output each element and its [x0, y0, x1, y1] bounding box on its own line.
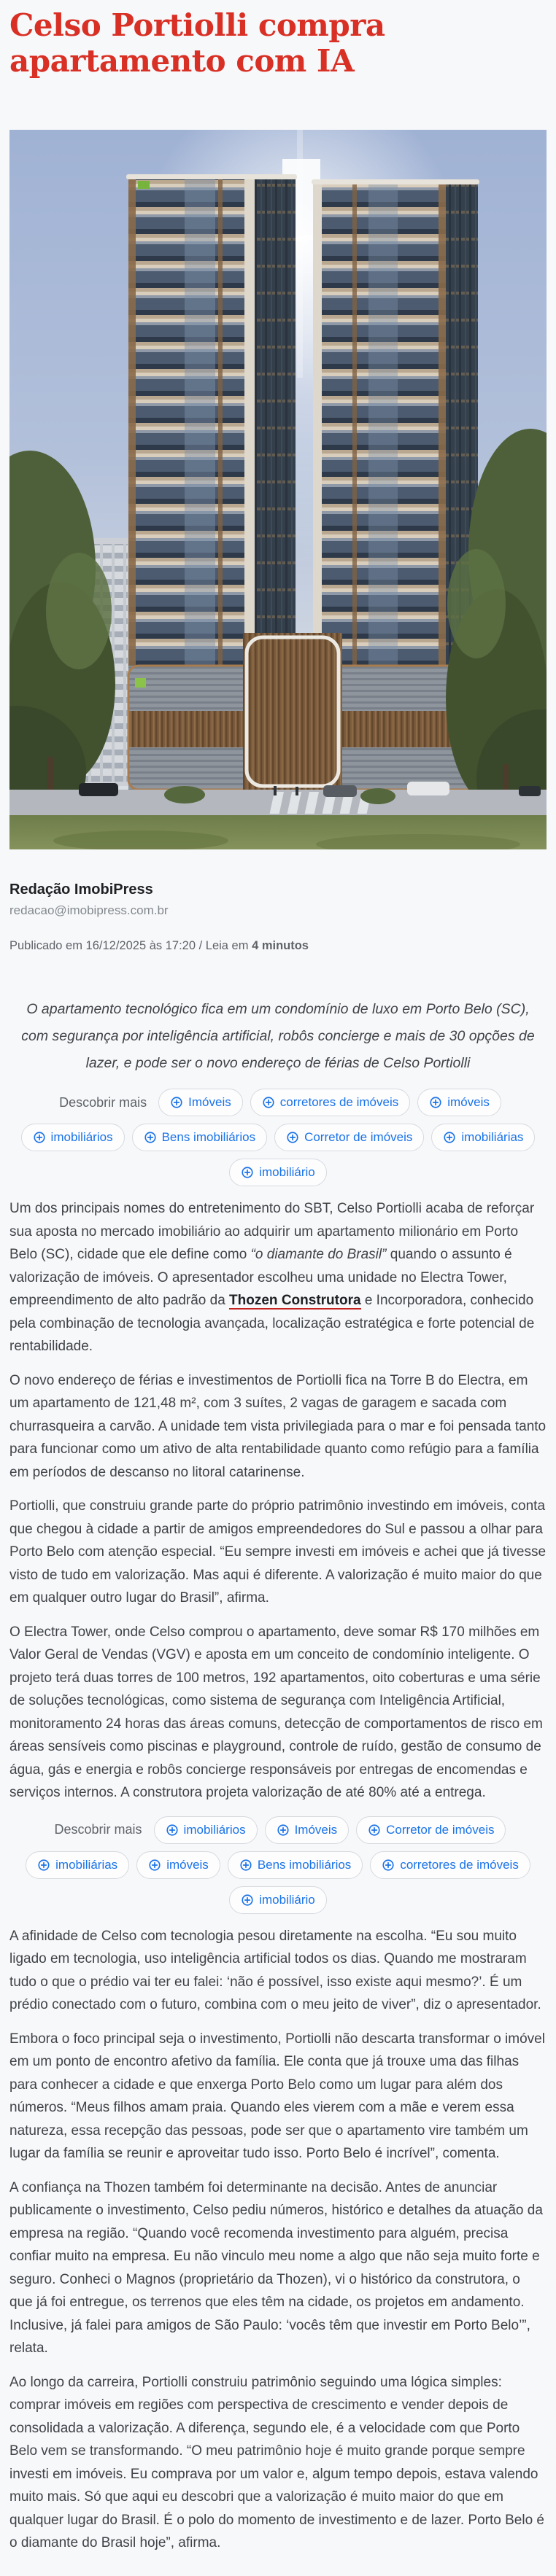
discover-icon [148, 1859, 161, 1872]
discover-tag-corretores-de-im-veis[interactable] [250, 1089, 411, 1116]
discover-tag-label: Imóveis [294, 1822, 338, 1837]
discover-tag-im-veis[interactable] [136, 1851, 220, 1879]
discover-tag-corretor-de-im-veis[interactable] [274, 1124, 424, 1151]
car [323, 785, 357, 797]
discover-tag-corretores-de-im-veis[interactable] [370, 1851, 530, 1879]
discover-icon [166, 1824, 179, 1837]
article-paragraph: Portiolli, que construiu grande parte do próprio patrimônio investindo em imóveis, conta que chegou à cidade a partir de amigos empreendedores do Sul e passou a olhar para Porto Belo com atenção especial. “Eu sempre investi em imóveis e achei que já tivesse visto de tudo em valorização. Mas aqui é diferente. A valorização é muito maior do que em qualquer outro lugar do Brasil”, afirma. [9, 1498, 547, 1606]
discover-tag-imobili-rias[interactable] [431, 1124, 535, 1151]
read-time: 4 minutos [252, 939, 309, 953]
discover-icon [262, 1096, 275, 1109]
discover-icon [443, 1131, 456, 1144]
published-line [9, 938, 547, 954]
page-title: Celso Portiolli compra apartamento com IA [9, 7, 385, 79]
podium-sign-green [135, 678, 146, 688]
discover-tag-bens-imobili-rios[interactable] [228, 1851, 363, 1879]
discover-tag-imobili-rias[interactable] [26, 1851, 129, 1879]
discover-tag-imobili-rio[interactable] [229, 1886, 327, 1914]
discover-more-section [9, 1089, 547, 1186]
discover-tag-label: Imóveis [188, 1095, 231, 1110]
article-paragraph: Embora o foco principal seja o investimento, Portiolli não descarta transformar o imóvel em um ponto de encontro afetivo da família. Ele conta que já trouxe uma das filhas para conhecer a cidade e que enxerga Porto Belo como um lugar para além dos números. “Meus filhos amam praia. Quando eles vierem com a mãe e verem essa natureza, essa recepção das pessoas, pode ser que o apartamento vire também um lugar da família se reunir e aproveitar tudo isso. Porto Belo é incrível”, comenta. [9, 2031, 545, 2162]
car [79, 783, 118, 796]
discover-tag-label: imobiliárias [461, 1130, 524, 1145]
article-paragraph: A afinidade de Celso com tecnologia pesou diretamente na escolha. “Eu sou muito ligado em tecnologia, uso inteligência artificial todos os dias. Quando me mostraram tudo o que o prédio vai ter eu falei: ‘não é possível, isso existe aqui mesmo?’. É um prédio conectado com o futuro, combina com o meu jeito de viver”, diz o apresentador. [9, 1928, 541, 2013]
discover-icon [382, 1859, 395, 1872]
discover-icon [368, 1824, 381, 1837]
discover-more-label: Descobrir mais [54, 1822, 142, 1837]
discover-icon [277, 1824, 290, 1837]
thozen-construtora-link[interactable]: Thozen Construtora [229, 1293, 361, 1309]
electra-tower-illustration [9, 130, 547, 849]
author-name: Redação ImobiPress [9, 882, 153, 898]
discover-icon [239, 1859, 252, 1872]
tower-sign-green [138, 181, 150, 189]
discover-icon [241, 1894, 254, 1907]
discover-tag-label: Corretor de imóveis [386, 1822, 495, 1837]
discover-tag-im-veis[interactable] [158, 1089, 243, 1116]
discover-tag-label: imobiliários [183, 1822, 246, 1837]
article-body [9, 996, 547, 2555]
article-paragraph: Um dos principais nomes do entretenimento do SBT, Celso Portiolli acaba de reforçar sua aposta no mercado imobiliário ao adquirir um apartamento milionário em Porto Belo (SC), cidade que ele define como “o diamante do Brasil” quando o assunto é valorização de imóveis. O apresentador escolheu uma unidade no Electra Tower, empreendimento de alto padrão da Thozen Construtora e Incorporadora, conhecido pela combinação de tecnologia avançada, localização estratégica e forte potencial de rentabilidade. [9, 1201, 535, 1355]
discover-tag-im-veis[interactable] [417, 1089, 501, 1116]
discover-more-label: Descobrir mais [59, 1094, 147, 1110]
car [407, 782, 449, 795]
discover-tag-label: imobiliário [259, 1165, 315, 1180]
discover-more-section [9, 1816, 547, 1914]
discover-tag-imobili-rios[interactable] [154, 1816, 258, 1844]
discover-tag-label: corretores de imóveis [400, 1857, 519, 1872]
discover-tag-label: Bens imobiliários [257, 1857, 352, 1872]
discover-icon [429, 1096, 442, 1109]
discover-tag-imobili-rio[interactable] [229, 1159, 327, 1186]
car [519, 786, 541, 796]
discover-tag-corretor-de-im-veis[interactable] [356, 1816, 506, 1844]
article-paragraph: Ao longo da carreira, Portiolli construiu patrimônio seguindo uma lógica simples: comprar imóveis em regiões com perspectiva de crescimento e vender depois de consolidada a valorização. A diferença, segundo ele, é a velocidade com que Porto Belo vem se transformando. “O meu patrimônio hoje é muito grande porque sempre investi em imóveis. Eu comprava por um valor e, algum tempo depois, estava valendo muito mais. Só que aqui eu descobri que a valorização é muito maior do que em qualquer lugar do Brasil. É o polo do momento de investimento e de lazer. Porto Belo é o diamante do Brasil hoje”, afirma. [9, 2374, 544, 2551]
lead-paragraph: O apartamento tecnológico fica em um condomínio de luxo em Porto Belo (SC), com segurança por inteligência artificial, robôs concierge e mais de 30 opções de lazer, e pode ser o novo endereço de férias de Celso Portiolli [21, 1001, 535, 1072]
article-paragraph: O Electra Tower, onde Celso comprou o apartamento, deve somar R$ 170 milhões em Valor Geral de Vendas (VGV) e aposta em um conceito de condomínio inteligente. O projeto terá duas torres de 100 metros, 192 apartamentos, oito coberturas e uma série de soluções tecnológicas, como sistema de segurança com Inteligência Artificial, monitoramento 24 horas das áreas comuns, detecção de comportamentos de risco em áreas sensíveis como piscinas e playground, controle de ruído, gestão de consumo de água, gás e energia e robôs concierge responsáveis por entregas de encomendas e serviços internos. A construtora projeta valorização de até 80% até a entrega. [9, 1624, 543, 1801]
discover-icon [286, 1131, 299, 1144]
discover-icon [170, 1096, 183, 1109]
discover-icon [33, 1131, 46, 1144]
discover-tag-label: imóveis [447, 1095, 490, 1110]
street-level [9, 782, 547, 849]
discover-tag-label: Corretor de imóveis [304, 1130, 413, 1145]
discover-tag-label: imóveis [166, 1857, 209, 1872]
discover-tag-bens-imobili-rios[interactable] [132, 1124, 268, 1151]
article-paragraph: O novo endereço de férias e investimentos de Portiolli fica na Torre B do Electra, em um apartamento de 121,48 m², com 3 suítes, 2 vagas de garagem e sacada com churrasqueira a carvão. A unidade tem vista privilegiada para o mar e foi pensada tanto para funcionar como um ativo de alta rentabilidade quanto como refúgio para a família em períodos de descanso no litoral catarinense. [9, 1372, 547, 1480]
discover-tag-imobili-rios[interactable] [21, 1124, 125, 1151]
discover-icon [37, 1859, 50, 1872]
article-hero-image [9, 130, 547, 849]
discover-tag-im-veis[interactable] [265, 1816, 350, 1844]
discover-tag-label: imobiliárias [55, 1857, 118, 1872]
discover-tag-label: corretores de imóveis [279, 1095, 399, 1110]
discover-tag-label: imobiliários [50, 1130, 113, 1145]
discover-icon [144, 1131, 157, 1144]
article-paragraph: A confiança na Thozen também foi determinante na decisão. Antes de anunciar publicamente o investimento, Celso pediu números, histórico e detalhes da atuação da empresa na região. “Quando você recomenda investimento para alguém, precisa confiar muito na empresa. Eu não vinculo meu nome a algo que não seja muito forte e seguro. Conheci o Magnos (proprietário da Thozen), vi o histórico da construtora, o que já foi entregue, os terrenos que eles têm na cidade, os projetos em andamento. Inclusive, já falei para amigos de São Paulo: ‘vocês têm que investir em Porto Belo’”, relata. [9, 2179, 543, 2357]
discover-tag-label: Bens imobiliários [161, 1130, 256, 1145]
discover-icon [241, 1166, 254, 1179]
author-email: redacao@imobipress.com.br [9, 903, 169, 918]
published-prefix: Publicado em 16/12/2025 às 17:20 / Leia em [9, 939, 252, 953]
discover-tag-label: imobiliário [259, 1892, 315, 1907]
